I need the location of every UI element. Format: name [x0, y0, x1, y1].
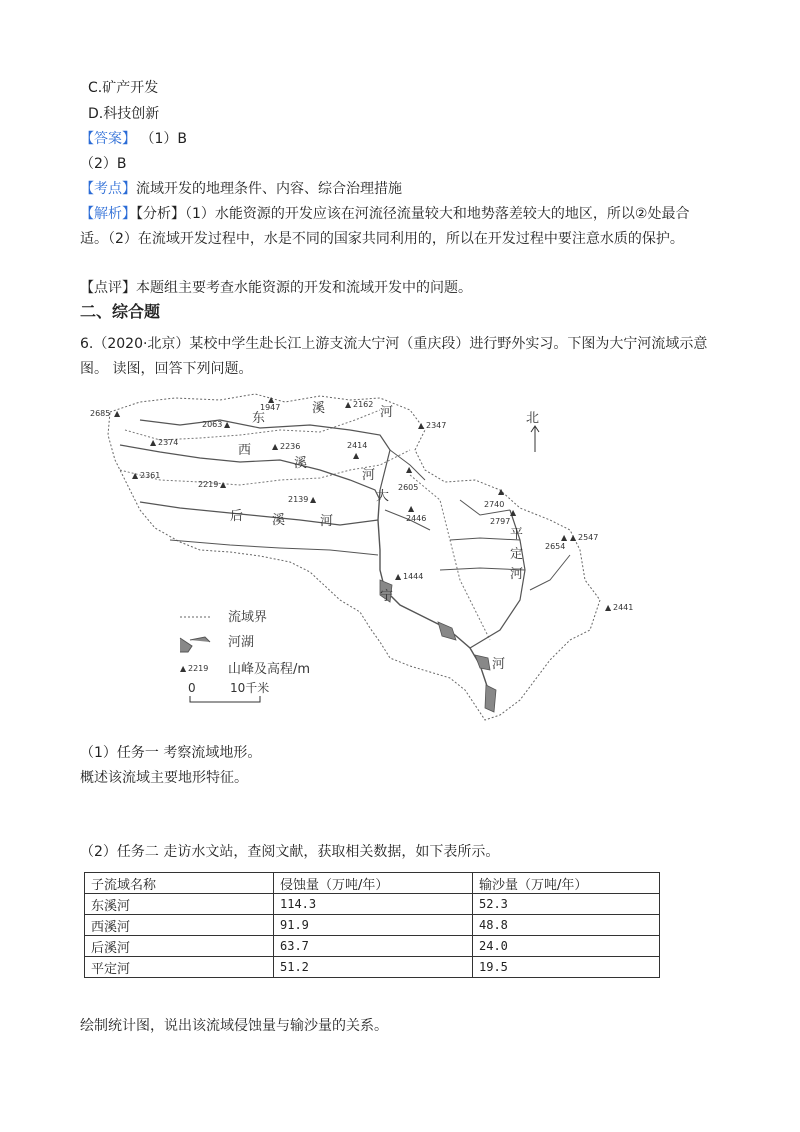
- peak-marker: ▲: [498, 487, 505, 496]
- task2-title: （2）任务二 走访水文站，查阅文献，获取相关数据，如下表所示。: [80, 844, 500, 860]
- peak-marker: ▲: [605, 603, 612, 612]
- peak-label: 2139: [288, 495, 309, 504]
- legend-boundary: 流域界: [228, 610, 268, 625]
- peak-marker: ▲: [395, 572, 402, 581]
- peak-label: 2797: [490, 517, 511, 526]
- question-line1: 6.（2020·北京）某校中学生赴长江上游支流大宁河（重庆段）进行野外实习。下图为大宁河流域示意: [80, 336, 708, 352]
- peak-label: 2446: [406, 514, 427, 523]
- peak-label: 2347: [426, 421, 447, 430]
- hou-char-2: 溪: [272, 513, 286, 528]
- legend-peak-sample: 2219: [188, 664, 209, 673]
- north-arrow-icon: [531, 426, 539, 452]
- peak-marker: ▲: [114, 409, 121, 418]
- scale-length: 10千米: [230, 681, 270, 695]
- peak-marker: ▲: [272, 442, 279, 451]
- peak-marker: ▲: [561, 533, 568, 542]
- final-prompt: 绘制统计图，说出该流域侵蚀量与输沙量的关系。: [80, 1018, 388, 1034]
- lake-3: [475, 655, 490, 670]
- watershed-map: [80, 390, 720, 730]
- table-row: [85, 936, 660, 957]
- peak-label: 2374: [158, 438, 179, 447]
- jiexi-line2: 适。（2）在流域开发过程中，水是不同的国家共同利用的，所以在开发过程中要注意水质的保护。: [80, 231, 684, 247]
- peak-marker: ▲: [345, 400, 352, 409]
- houxi-river: [140, 502, 378, 525]
- peak-label: 2654: [545, 542, 566, 551]
- table-row: [85, 915, 660, 936]
- question-line2: 图。 读图，回答下列问题。: [80, 361, 253, 377]
- daning-river: [378, 490, 492, 710]
- scale-bar: [190, 696, 260, 702]
- answer-part1: （1）B: [140, 131, 187, 147]
- peak-label: 2740: [484, 500, 505, 509]
- dong-char-1: 东: [252, 411, 266, 426]
- kaodian-block: [80, 179, 402, 199]
- peak-label: 2441: [613, 603, 634, 612]
- table-header: 子流域名称: [85, 873, 274, 894]
- peak-marker: ▲: [224, 420, 231, 429]
- table-cell: 51.2: [274, 957, 473, 978]
- table-header-row: [85, 873, 660, 894]
- table-cell: 24.0: [473, 936, 660, 957]
- pingding-char-2: 定: [510, 547, 524, 562]
- jiexi-line1: [80, 204, 689, 224]
- table-cell: 东溪河: [85, 894, 274, 915]
- lake-4: [485, 685, 496, 712]
- answer-block: [80, 129, 187, 149]
- peak-label: 1444: [403, 572, 424, 581]
- jiexi-tag: 【解析】: [80, 206, 136, 222]
- dianping: 【点评】本题组主要考查水能资源的开发和流域开发中的问题。: [80, 280, 472, 296]
- table-cell: 后溪河: [85, 936, 274, 957]
- peak-label: 2063: [202, 420, 223, 429]
- table-row: [85, 957, 660, 978]
- legend-lake-icon: [180, 637, 210, 652]
- peak-marker: ▲: [510, 508, 517, 517]
- peak-marker: ▲: [570, 533, 577, 542]
- kaodian-text: 流域开发的地理条件、内容、综合治理措施: [136, 181, 402, 197]
- table-cell: 114.3: [274, 894, 473, 915]
- table-header: 输沙量（万吨/年）: [473, 873, 660, 894]
- jiexi-text-1: 【分析】（1）水能资源的开发应该在河流径流量较大和地势落差较大的地区，所以②处最合: [136, 206, 690, 222]
- answer-part2: （2）B: [80, 156, 127, 172]
- peak-marker: ▲: [132, 471, 139, 480]
- xi-char-2: 溪: [294, 456, 308, 471]
- table-cell: 52.3: [473, 894, 660, 915]
- hou-char-1: 后: [230, 509, 244, 524]
- legend-peak-icon: ▲: [180, 664, 187, 673]
- peak-marker: ▲: [408, 504, 415, 513]
- daning-char-3: 河: [492, 657, 506, 672]
- table-cell: 19.5: [473, 957, 660, 978]
- peak-label: 2361: [140, 471, 161, 480]
- xi-char-1: 西: [238, 443, 252, 458]
- answer-tag: 【答案】: [80, 131, 136, 147]
- tributary-west: [170, 540, 378, 555]
- daning-char-1: 大: [376, 489, 390, 504]
- task1-title: （1）任务一 考察流域地形。: [80, 745, 262, 761]
- peak-label: 1947: [260, 403, 281, 412]
- peak-marker: ▲: [353, 451, 360, 460]
- section-title: 二、综合题: [80, 302, 161, 321]
- peak-marker: ▲: [406, 465, 413, 474]
- option-d: D.科技创新: [88, 106, 160, 122]
- north-label: 北: [526, 411, 540, 426]
- pingding-char-3: 河: [510, 567, 524, 582]
- table-cell: 63.7: [274, 936, 473, 957]
- peak-marker: ▲: [150, 438, 157, 447]
- task1-prompt: 概述该流域主要地形特征。: [80, 770, 248, 786]
- scale-zero: 0: [188, 681, 196, 695]
- table-header: 侵蚀量（万吨/年）: [274, 873, 473, 894]
- peak-label: 2685: [90, 409, 111, 418]
- table-cell: 91.9: [274, 915, 473, 936]
- legend-lake: 河湖: [228, 635, 255, 650]
- peak-marker: ▲: [220, 480, 227, 489]
- option-c: C.矿产开发: [88, 80, 159, 96]
- peak-label: 2414: [347, 441, 368, 450]
- pingding-char-1: 平: [510, 527, 524, 542]
- table-row: [85, 894, 660, 915]
- peak-marker: ▲: [268, 395, 275, 404]
- sediment-table: [84, 872, 660, 978]
- legend-peak: 山峰及高程/m: [228, 662, 311, 677]
- pingding-trib-3: [530, 555, 570, 590]
- xi-char-3: 河: [362, 468, 376, 483]
- peak-label: 2236: [280, 442, 301, 451]
- daning-char-2: 宁: [380, 589, 394, 604]
- table-cell: 48.8: [473, 915, 660, 936]
- dong-char-2: 溪: [312, 401, 326, 416]
- peak-label: 2219: [198, 480, 219, 489]
- lake-2: [438, 622, 456, 640]
- peak-marker: ▲: [310, 495, 317, 504]
- table-cell: 平定河: [85, 957, 274, 978]
- peak-label: 2605: [398, 483, 419, 492]
- peak-label: 2547: [578, 533, 599, 542]
- peak-label: 2162: [353, 400, 374, 409]
- hou-char-3: 河: [320, 514, 334, 529]
- dong-char-3: 河: [380, 405, 394, 420]
- table-cell: 西溪河: [85, 915, 274, 936]
- peak-marker: ▲: [418, 421, 425, 430]
- kaodian-tag: 【考点】: [80, 181, 136, 197]
